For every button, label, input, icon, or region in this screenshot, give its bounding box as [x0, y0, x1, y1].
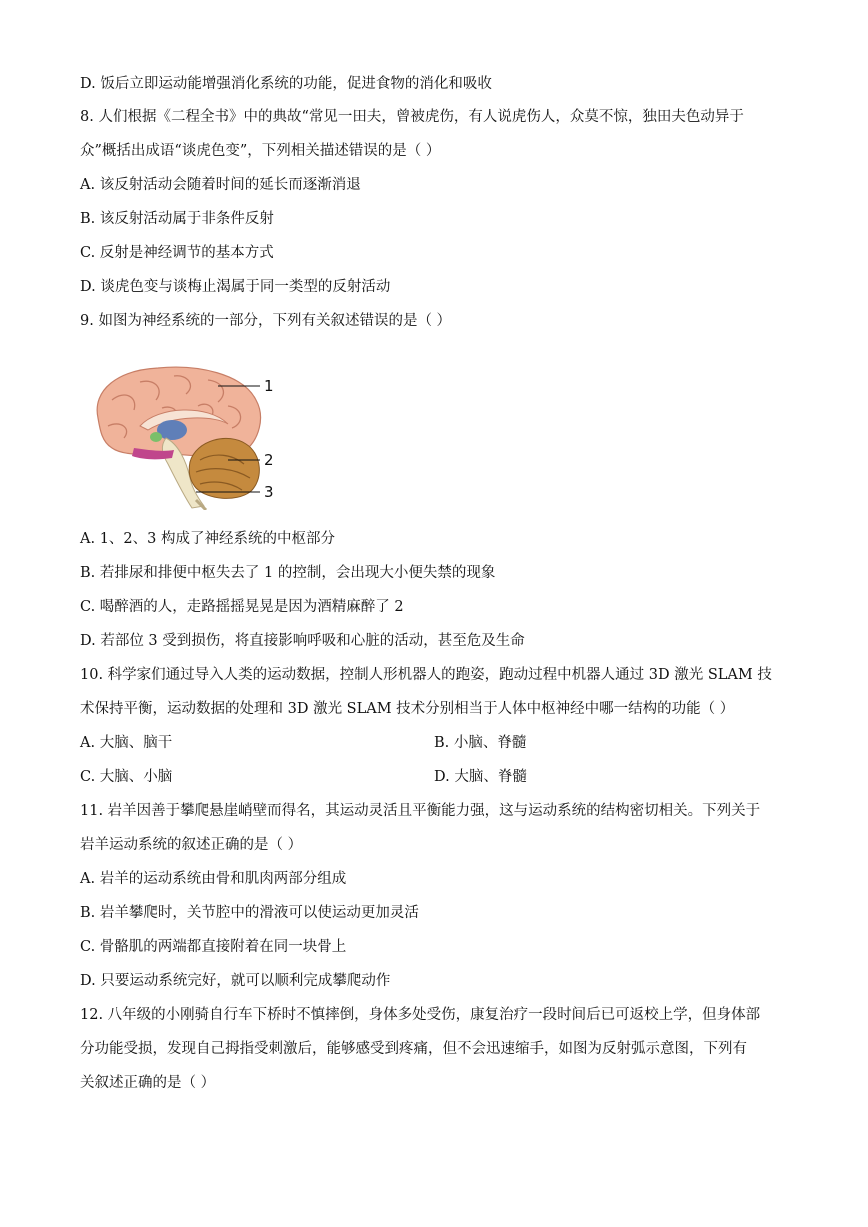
q11-option-c: C. 骨骼肌的两端都直接附着在同一块骨上 — [80, 939, 347, 955]
q9-option-b: B. 若排尿和排便中枢失去了 1 的控制，会出现大小便失禁的现象 — [80, 565, 496, 581]
q9-option-d: D. 若部位 3 受到损伤，将直接影响呼吸和心脏的活动，甚至危及生命 — [80, 633, 525, 649]
q8-option-a: A. 该反射活动会随着时间的延长而逐渐消退 — [80, 177, 361, 193]
q7-option-d: D. 饭后立即运动能增强消化系统的功能，促进食物的消化和吸收 — [80, 76, 492, 92]
q10-option-a: A. 大脑、脑干 — [80, 735, 173, 751]
q8-stem-line-1: 8. 人们根据《二程全书》中的典故“常见一田夫，曾被虎伤，有人说虎伤人，众莫不惊，独田夫色动异于 — [80, 109, 744, 125]
q11-option-b: B. 岩羊攀爬时，关节腔中的滑液可以使运动更加灵活 — [80, 905, 419, 921]
figure-label-2: 2 — [264, 451, 274, 469]
q10-option-c: C. 大脑、小脑 — [80, 769, 173, 785]
brain-diagram — [78, 360, 298, 510]
cerebellum-shape — [189, 438, 259, 498]
q10-stem-line-2: 术保持平衡，运动数据的处理和 3D 激光 SLAM 技术分别相当于人体中枢神经中哪一结构的功能（ ） — [80, 701, 735, 717]
q11-stem-line-1: 11. 岩羊因善于攀爬悬崖峭壁而得名，其运动灵活且平衡能力强，这与运动系统的结构密切相关。下列关于 — [80, 803, 761, 819]
q12-stem-line-3: 关叙述正确的是（ ） — [80, 1075, 216, 1091]
q8-option-b: B. 该反射活动属于非条件反射 — [80, 211, 274, 227]
q10-stem-line-1: 10. 科学家们通过导入人类的运动数据，控制人形机器人的跑姿，跑动过程中机器人通过 3D 激光 SLAM 技 — [80, 667, 772, 683]
q12-stem-line-2: 分功能受损，发现自己拇指受刺激后，能够感受到疼痛，但不会迅速缩手，如图为反射弧示意图，下列有 — [80, 1041, 747, 1057]
figure-label-1: 1 — [264, 377, 274, 395]
q11-option-d: D. 只要运动系统完好，就可以顺利完成攀爬动作 — [80, 973, 391, 989]
q11-option-a: A. 岩羊的运动系统由骨和肌肉两部分组成 — [80, 871, 347, 887]
q10-option-d: D. 大脑、脊髓 — [434, 769, 527, 785]
q9-option-a: A. 1、2、3 构成了神经系统的中枢部分 — [80, 531, 335, 547]
q9-stem: 9. 如图为神经系统的一部分，下列有关叙述错误的是（ ） — [80, 313, 452, 329]
q10-option-b: B. 小脑、脊髓 — [434, 735, 527, 751]
figure-label-3: 3 — [264, 483, 274, 501]
q8-stem-line-2: 众”概括出成语“谈虎色变”，下列相关描述错误的是（ ） — [80, 143, 441, 159]
q12-stem-line-1: 12. 八年级的小刚骑自行车下桥时不慎摔倒，身体多处受伤，康复治疗一段时间后已可返校上学，但身体部 — [80, 1007, 761, 1023]
q11-stem-line-2: 岩羊运动系统的叙述正确的是（ ） — [80, 837, 303, 853]
q8-option-d: D. 谈虎色变与谈梅止渴属于同一类型的反射活动 — [80, 279, 391, 295]
q8-option-c: C. 反射是神经调节的基本方式 — [80, 245, 274, 261]
q9-option-c: C. 喝醉酒的人，走路摇摇晃晃是因为酒精麻醉了 2 — [80, 599, 404, 615]
